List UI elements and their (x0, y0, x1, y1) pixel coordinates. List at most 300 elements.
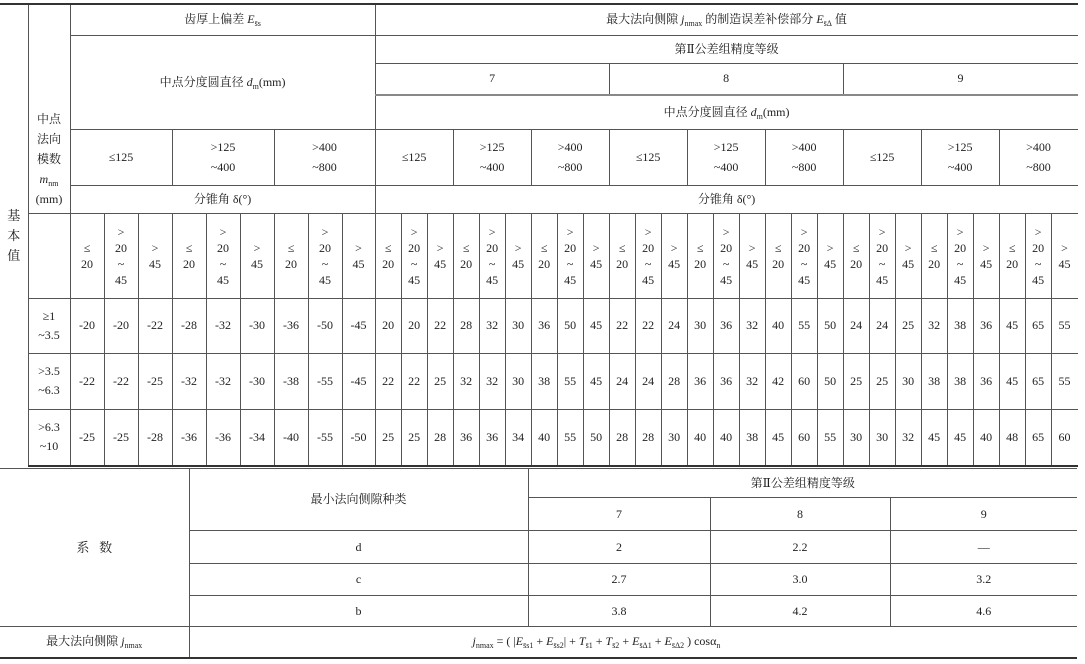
comp-header-j-sub: nmax (684, 19, 703, 29)
ess-value-cell: -25 (138, 353, 172, 409)
coef-b-8: 4.2 (710, 596, 890, 627)
module-range-line: ~10 (39, 439, 59, 454)
formula-part: = ( | (493, 634, 516, 649)
cone-angle-line: ≤ (930, 240, 938, 255)
cone-angle-line: ≤ (384, 240, 392, 255)
cone-angle-range-cell (817, 213, 843, 298)
cone-angle-line: ≤ (774, 240, 782, 255)
ess-value-cell: -22 (138, 298, 172, 353)
module-label-line-2: 法向 (36, 131, 61, 146)
comp-header-suffix: 值 (831, 12, 847, 27)
cone-angle-line: > (722, 224, 730, 239)
formula-part: + (592, 634, 606, 649)
cone-angle-range-cell (427, 213, 453, 298)
cone-angle-range-cell (375, 213, 401, 298)
cone-angle-line: 20 (694, 256, 707, 271)
bottom-grade-group-header: 第Ⅱ公差组精度等级 (528, 469, 1077, 498)
max-backlash-formula (189, 627, 1077, 658)
compensation-value-cell: 28 (427, 409, 453, 466)
compensation-value-cell: 30 (843, 409, 869, 466)
compensation-value-cell: 34 (505, 409, 531, 466)
ess-value-cell: -20 (70, 298, 104, 353)
compensation-value-cell: 20 (401, 298, 427, 353)
cone-angle-line: ~ (566, 256, 574, 271)
cone-angle-line: ~ (219, 256, 227, 271)
compensation-value-cell: 45 (765, 409, 791, 466)
diameter-range-line-2: ~400 (479, 160, 505, 174)
diameter-range-cell (843, 129, 921, 185)
table-row (0, 298, 1078, 353)
cone-angle-range-cell (240, 213, 274, 298)
cone-angle-line: > (321, 224, 329, 239)
diameter-range-line-1: >125 (210, 140, 236, 154)
cone-angle-line: > (219, 224, 227, 239)
formula-t1-sub: s̄1 (585, 641, 593, 651)
cone-angle-line: ~ (321, 256, 329, 271)
coef-c-9: 3.2 (890, 564, 1077, 596)
comp-header-e-sub: s̄Δ (823, 19, 832, 29)
comp-header-e: E (816, 12, 824, 27)
ess-value-cell: -22 (70, 353, 104, 409)
diameter-range-line-2: ~800 (791, 160, 817, 174)
compensation-value-cell: 45 (583, 353, 609, 409)
cone-angle-line: > (1061, 240, 1068, 255)
cone-angle-line: 45 (980, 256, 993, 271)
compensation-value-cell: 45 (947, 409, 973, 466)
cone-angle-line: ≤ (462, 240, 470, 255)
diameter-range-cell (453, 129, 531, 185)
formula-part: ) cosα (684, 634, 717, 649)
cone-angle-line: 20 (183, 256, 195, 271)
cone-angle-range-cell (791, 213, 817, 298)
cone-angle-range-cell (274, 213, 308, 298)
ess-diameter-header (70, 35, 375, 129)
comp-header-middle: 的制造误差补偿部分 (702, 12, 817, 27)
compensation-value-cell: 36 (713, 298, 739, 353)
diameter-range-line-1: >125 (479, 140, 505, 154)
compensation-value-cell: 25 (895, 298, 921, 353)
cone-angle-line: 20 (538, 256, 551, 271)
cone-angle-range-cell (843, 213, 869, 298)
compensation-value-cell: 50 (817, 353, 843, 409)
backlash-type-c: c (189, 564, 528, 596)
cone-angle-line: 20 (798, 240, 811, 255)
compensation-value-cell: 38 (739, 409, 765, 466)
cone-angle-line: > (253, 240, 261, 255)
compensation-value-cell: 50 (817, 298, 843, 353)
compensation-value-cell: 55 (1051, 298, 1077, 353)
compensation-value-cell: 20 (375, 298, 401, 353)
cone-angle-line: 45 (1058, 256, 1071, 271)
cone-angle-range-cell (1051, 213, 1077, 298)
diameter-range-cell (765, 129, 843, 185)
diameter-range-line-2: ~800 (1026, 160, 1051, 174)
ess-value-cell: -50 (308, 298, 342, 353)
coef-d-8: 2.2 (710, 531, 890, 564)
compensation-value-cell: 30 (505, 298, 531, 353)
diameter-range-cell (172, 129, 274, 185)
compensation-value-cell: 36 (479, 409, 505, 466)
table-row (0, 409, 1078, 466)
formula-part: + (533, 634, 547, 649)
cone-angle-line: ~ (1034, 256, 1042, 271)
diameter-range-row (0, 129, 1078, 185)
cone-angle-line: ≤ (287, 240, 295, 255)
diameter-range-line-1: ≤125 (869, 150, 895, 164)
cone-angle-range-cell (635, 213, 661, 298)
compensation-value-cell: 25 (869, 353, 895, 409)
max-backlash-label-text: 最大法向侧隙 (46, 634, 122, 649)
compensation-value-cell: 40 (973, 409, 999, 466)
cone-angle-line: ~ (878, 256, 886, 271)
cone-angle-line: 45 (512, 256, 525, 271)
cone-angle-range-cell (921, 213, 947, 298)
cone-angle-line: > (878, 224, 886, 239)
ess-value-cell: -45 (342, 353, 375, 409)
ess-value-cell: -40 (274, 409, 308, 466)
cone-angle-line: 45 (149, 256, 161, 271)
backlash-type-d: d (189, 531, 528, 564)
ess-value-cell: -32 (206, 353, 240, 409)
cone-angle-line: 45 (352, 256, 365, 271)
cone-angle-range-cell (1025, 213, 1051, 298)
compensation-value-cell: 28 (453, 298, 479, 353)
diameter-range-line-2: ~400 (210, 160, 236, 174)
grade-7-header: 7 (375, 63, 609, 95)
coef-b-9: 4.6 (890, 596, 1077, 627)
cone-angle-line: 20 (616, 256, 629, 271)
compensation-value-cell: 60 (791, 409, 817, 466)
diameter-range-cell (999, 129, 1077, 185)
module-range-cell (28, 409, 70, 466)
compensation-value-cell: 22 (609, 298, 635, 353)
min-backlash-type-header: 最小法向侧隙种类 (189, 469, 528, 531)
compensation-value-cell: 32 (895, 409, 921, 466)
diameter-range-cell (375, 129, 453, 185)
cone-angle-line: ≤ (852, 240, 860, 255)
cone-angle-line: 45 (564, 272, 577, 287)
cone-angle-line: > (410, 224, 418, 239)
module-range-line: ≥1 (42, 308, 56, 323)
coef-c-8: 3.0 (710, 564, 890, 596)
angle-range-row (0, 213, 1078, 298)
cone-angle-line: > (514, 240, 522, 255)
cone-angle-line: > (592, 240, 600, 255)
compensation-value-cell: 24 (869, 298, 895, 353)
compensation-value-cell: 30 (895, 353, 921, 409)
cone-angle-range-cell (869, 213, 895, 298)
backlash-deviation-table (0, 3, 1078, 467)
compensation-value-cell: 40 (713, 409, 739, 466)
cone-angle-line: ≤ (696, 240, 704, 255)
formula-part: | + (563, 634, 579, 649)
compensation-value-cell: 32 (921, 298, 947, 353)
grade-group-header: 第Ⅱ公差组精度等级 (375, 35, 1077, 63)
cone-angle-range-cell (531, 213, 557, 298)
table-row (0, 353, 1078, 409)
comp-header-j: j (681, 12, 685, 27)
module-range-line: ~3.5 (38, 327, 60, 342)
cone-angle-line: > (644, 224, 652, 239)
cone-angle-line: 45 (408, 272, 421, 287)
compensation-value-cell: 42 (765, 353, 791, 409)
diameter-range-line-2: ~400 (713, 160, 739, 174)
compensation-value-cell: 36 (973, 353, 999, 409)
max-backlash-label (0, 627, 189, 658)
compensation-value-cell: 32 (479, 298, 505, 353)
compensation-value-cell: 22 (427, 298, 453, 353)
module-label-line-1: 中点 (36, 111, 61, 126)
cone-angle-line: > (355, 240, 362, 255)
cone-angle-line: ≤ (540, 240, 548, 255)
compensation-value-cell: 48 (999, 409, 1025, 466)
diameter-range-cell (531, 129, 609, 185)
formula-e2-sub: s̄s2 (553, 641, 564, 651)
comp-diameter-unit: (mm) (762, 104, 790, 119)
cone-angle-line: > (904, 240, 912, 255)
diameter-range-line-2: ~800 (557, 160, 583, 174)
compensation-value-cell: 22 (401, 353, 427, 409)
module-range-line: >3.5 (38, 364, 60, 378)
diameter-range-line-1: >400 (557, 140, 583, 154)
ess-diameter-unit: (mm) (258, 74, 286, 89)
cone-angle-line: 20 (876, 240, 889, 255)
ess-value-cell: -38 (274, 353, 308, 409)
ess-value-cell: -28 (172, 298, 206, 353)
cone-angle-line: 20 (285, 256, 297, 271)
coef-b-7: 3.8 (528, 596, 710, 627)
ess-diameter-sub: m (252, 81, 259, 91)
ess-symbol: E (247, 12, 255, 27)
cone-angle-line: > (800, 224, 808, 239)
compensation-value-cell: 22 (635, 298, 661, 353)
cone-angle-line: 20 (954, 240, 967, 255)
cone-angle-range-cell (583, 213, 609, 298)
diameter-range-cell (274, 129, 375, 185)
compensation-value-cell: 25 (843, 353, 869, 409)
formula-e4-sub: s̄Δ2 (671, 641, 685, 651)
cone-angle-line: 45 (486, 272, 499, 287)
module-symbol (29, 169, 70, 189)
comp-diameter-sub: m (756, 111, 763, 121)
formula-e4: E (664, 634, 672, 649)
cone-angle-line: ≤ (618, 240, 626, 255)
compensation-value-cell: 55 (1051, 353, 1077, 409)
module-symbol-letter: m (39, 171, 49, 186)
cone-angle-range-cell (104, 213, 138, 298)
comp-diameter-header (375, 95, 1077, 129)
ess-header-text: 齿厚上偏差 (184, 12, 248, 27)
coefficient-label: 系 数 (0, 469, 189, 627)
cone-angle-line: 45 (902, 256, 915, 271)
cone-angle-range-cell (308, 213, 342, 298)
compensation-value-cell: 36 (973, 298, 999, 353)
module-header (28, 4, 70, 213)
compensation-value-cell: 36 (687, 353, 713, 409)
diameter-range-line-1: >400 (1026, 140, 1051, 154)
compensation-value-cell: 30 (505, 353, 531, 409)
cone-angle-range-cell (453, 213, 479, 298)
compensation-value-cell: 28 (609, 409, 635, 466)
cone-angle-line: 20 (1032, 240, 1045, 255)
cone-angle-range-cell (505, 213, 531, 298)
module-range-line: >6.3 (38, 420, 60, 435)
bottom-grade-9-header: 9 (890, 498, 1077, 531)
compensation-value-cell: 45 (583, 298, 609, 353)
diameter-range-line-1: >400 (791, 140, 817, 154)
diameter-range-line-1: ≤125 (635, 150, 661, 164)
compensation-value-cell: 38 (947, 353, 973, 409)
cone-angle-range-cell (765, 213, 791, 298)
module-range-line: ~6.3 (38, 383, 60, 397)
ess-value-cell: -36 (274, 298, 308, 353)
cone-angle-line: 45 (115, 272, 127, 287)
compensation-value-cell: 65 (1025, 353, 1051, 409)
cone-angle-line: > (956, 224, 964, 239)
ess-diameter-label: 中点分度圆直径 (159, 74, 247, 89)
base-value-label (0, 4, 28, 466)
diameter-range-cell (687, 129, 765, 185)
diameter-range-line-2: ~400 (947, 160, 973, 174)
compensation-value-cell: 50 (583, 409, 609, 466)
cone-angle-line: 20 (81, 256, 93, 271)
ess-value-cell: -32 (206, 298, 240, 353)
cone-angle-line: 20 (217, 240, 229, 255)
ess-value-cell: -30 (240, 353, 274, 409)
compensation-value-cell: 28 (661, 353, 687, 409)
diameter-range-cell (609, 129, 687, 185)
cone-angle-line: > (826, 240, 834, 255)
cone-angle-line: 45 (668, 256, 681, 271)
cone-angle-line: 45 (217, 272, 229, 287)
cone-angle-range-cell (206, 213, 240, 298)
formula-t2-sub: s̄2 (612, 641, 620, 651)
compensation-value-cell: 40 (765, 298, 791, 353)
compensation-value-cell: 36 (453, 409, 479, 466)
cone-angle-line: > (117, 224, 125, 239)
cone-angle-line: > (748, 240, 756, 255)
cone-angle-line: 20 (928, 256, 941, 271)
cone-angle-line: 20 (564, 240, 577, 255)
coef-c-7: 2.7 (528, 564, 710, 596)
compensation-header (375, 4, 1077, 35)
compensation-value-cell: 24 (843, 298, 869, 353)
cone-angle-line: > (488, 224, 496, 239)
ess-header (70, 4, 375, 35)
compensation-value-cell: 38 (531, 353, 557, 409)
cone-angle-line: 45 (590, 256, 603, 271)
cone-angle-line: > (982, 240, 990, 255)
cone-angle-range-cell (401, 213, 427, 298)
ess-value-cell: -55 (308, 353, 342, 409)
compensation-value-cell: 32 (453, 353, 479, 409)
module-unit: (mm) (35, 191, 63, 206)
cone-angle-line: 45 (720, 272, 733, 287)
module-header-spacer (28, 213, 70, 298)
base-value-text: 基本值 (7, 207, 21, 263)
cone-angle-line: 20 (720, 240, 733, 255)
grade-9-header: 9 (843, 63, 1077, 95)
cone-angle-line: ≤ (185, 240, 193, 255)
formula-e3-sub: s̄Δ1 (639, 641, 652, 651)
ess-value-cell: -32 (172, 353, 206, 409)
compensation-value-cell: 24 (609, 353, 635, 409)
compensation-value-cell: 32 (739, 353, 765, 409)
cone-angle-line: 45 (876, 272, 889, 287)
cone-angle-line: ~ (488, 256, 496, 271)
cone-angle-range-cell (687, 213, 713, 298)
ess-value-cell: -50 (342, 409, 375, 466)
cone-angle-line: 20 (1006, 256, 1019, 271)
ess-value-cell: -25 (70, 409, 104, 466)
coef-d-7: 2 (528, 531, 710, 564)
ess-value-cell: -55 (308, 409, 342, 466)
compensation-value-cell: 45 (999, 298, 1025, 353)
cone-angle-line: 45 (1032, 272, 1045, 287)
formula-t1: T (578, 634, 586, 649)
compensation-value-cell: 40 (687, 409, 713, 466)
compensation-value-cell: 60 (1051, 409, 1077, 466)
module-symbol-sub: nm (48, 178, 59, 188)
cone-angle-line: > (670, 240, 678, 255)
cone-angle-line: > (566, 224, 574, 239)
formula-t2: T (605, 634, 613, 649)
compensation-value-cell: 32 (479, 353, 505, 409)
comp-header-prefix: 最大法向侧隙 (606, 12, 682, 27)
cone-angle-line: 45 (434, 256, 447, 271)
cone-angle-line: 45 (746, 256, 759, 271)
cone-angle-range-cell (70, 213, 104, 298)
ess-diameter-symbol: d (246, 74, 253, 89)
formula-part: + (651, 634, 665, 649)
diameter-range-line-1: >125 (947, 140, 973, 154)
diameter-range-line-1: ≤125 (108, 150, 134, 164)
cone-angle-line: ~ (410, 256, 418, 271)
cone-angle-range-cell (739, 213, 765, 298)
diameter-range-line-1: >125 (713, 140, 739, 154)
cone-angle-range-cell (479, 213, 505, 298)
max-backlash-symbol: j (121, 634, 125, 649)
cone-angle-line: ~ (722, 256, 730, 271)
compensation-value-cell: 25 (401, 409, 427, 466)
compensation-value-cell: 38 (947, 298, 973, 353)
ess-value-cell: -36 (206, 409, 240, 466)
formula-part: + (619, 634, 633, 649)
formula-e1-sub: s̄s1 (523, 641, 534, 651)
compensation-value-cell: 28 (635, 409, 661, 466)
compensation-value-cell: 30 (687, 298, 713, 353)
diameter-range-cell (70, 129, 172, 185)
cone-angle-line: 45 (798, 272, 811, 287)
comp-diameter-symbol: d (750, 104, 757, 119)
cone-angle-range-cell (609, 213, 635, 298)
diameter-range-line-2: ~800 (312, 160, 337, 174)
coef-d-9: — (890, 531, 1077, 564)
cone-angle-line: 45 (824, 256, 837, 271)
cone-angle-line: 45 (642, 272, 655, 287)
compensation-value-cell: 40 (531, 409, 557, 466)
compensation-value-cell: 55 (557, 409, 583, 466)
bottom-grade-8-header: 8 (710, 498, 890, 531)
compensation-value-cell: 25 (427, 353, 453, 409)
cone-angle-line: ≤ (83, 240, 91, 255)
cone-angle-range-cell (999, 213, 1025, 298)
compensation-value-cell: 24 (635, 353, 661, 409)
formula-lhs-sub: nmax (475, 641, 494, 651)
grade-8-header: 8 (609, 63, 843, 95)
cone-angle-line: ~ (644, 256, 652, 271)
diameter-range-cell (921, 129, 999, 185)
